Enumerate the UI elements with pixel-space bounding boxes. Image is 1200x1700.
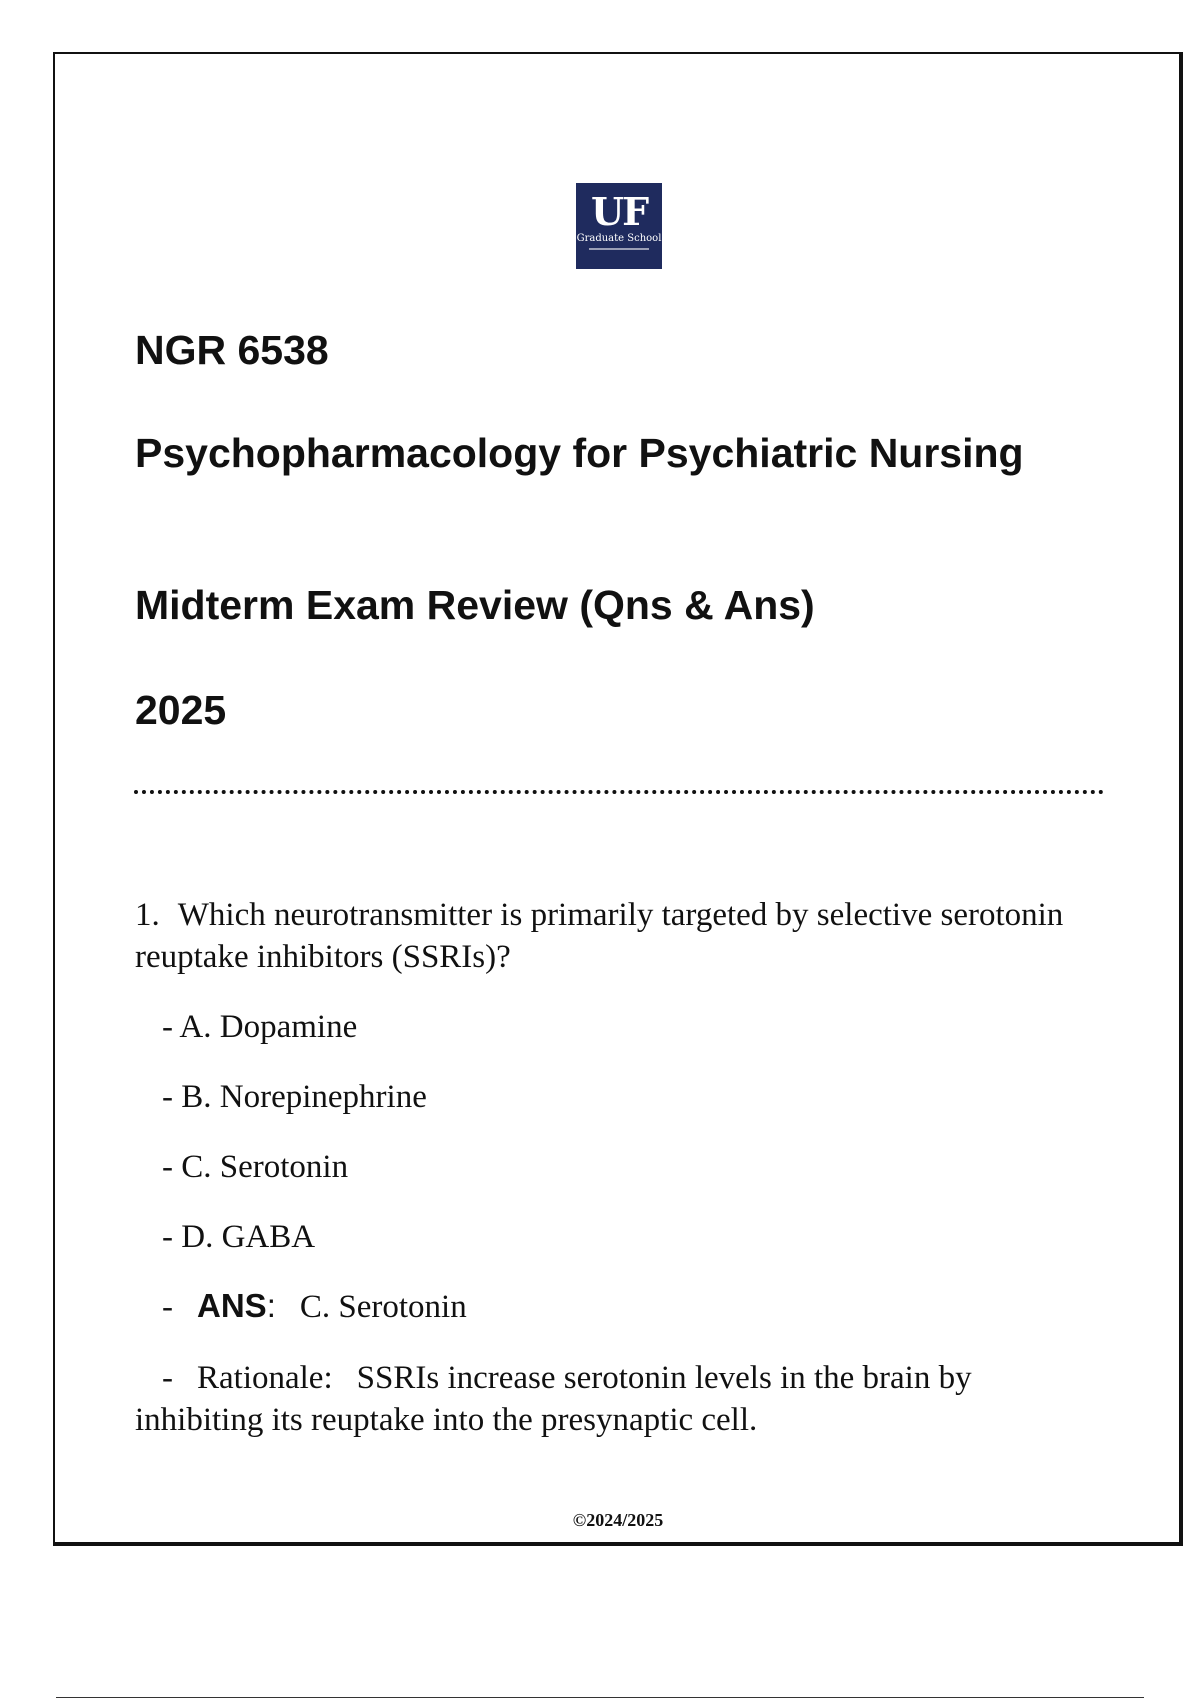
bottom-rule bbox=[56, 1697, 1144, 1698]
option-c: - C. Serotonin bbox=[162, 1149, 349, 1185]
question-number: 1. bbox=[135, 897, 160, 933]
exam-title: Midterm Exam Review (Qns & Ans) bbox=[135, 582, 815, 628]
course-code: NGR 6538 bbox=[135, 327, 329, 373]
answer-dash: - bbox=[162, 1289, 173, 1325]
copyright: ©2024/2025 bbox=[572, 1510, 664, 1530]
course-title: Psychopharmacology for Psychiatric Nursing bbox=[135, 430, 1024, 476]
rationale bbox=[135, 1357, 1075, 1441]
logo-line bbox=[589, 248, 649, 250]
answer-line bbox=[162, 1285, 467, 1328]
rationale-label: Rationale: bbox=[197, 1360, 333, 1396]
exam-year: 2025 bbox=[135, 687, 227, 733]
rationale-text: SSRIs increase serotonin levels in the brain by inhibiting its reuptake into the presynaptic cell. bbox=[135, 1360, 972, 1438]
option-b: - B. Norepinephrine bbox=[162, 1079, 427, 1115]
dotted-divider bbox=[134, 790, 1104, 794]
option-a: - A. Dopamine bbox=[162, 1009, 358, 1045]
rationale-dash: - bbox=[162, 1360, 173, 1396]
logo-mark: UF bbox=[590, 189, 648, 234]
question-text bbox=[135, 894, 1075, 978]
uf-logo bbox=[576, 183, 662, 269]
answer-colon: : bbox=[266, 1287, 276, 1324]
question-body: Which neurotransmitter is primarily targeted by selective serotonin reuptake inhibitors (SSRIs)? bbox=[135, 897, 1064, 975]
logo-subtitle: Graduate School bbox=[576, 233, 662, 244]
option-d: - D. GABA bbox=[162, 1219, 316, 1255]
answer-text: C. Serotonin bbox=[299, 1289, 467, 1325]
answer-label: ANS bbox=[197, 1287, 267, 1324]
